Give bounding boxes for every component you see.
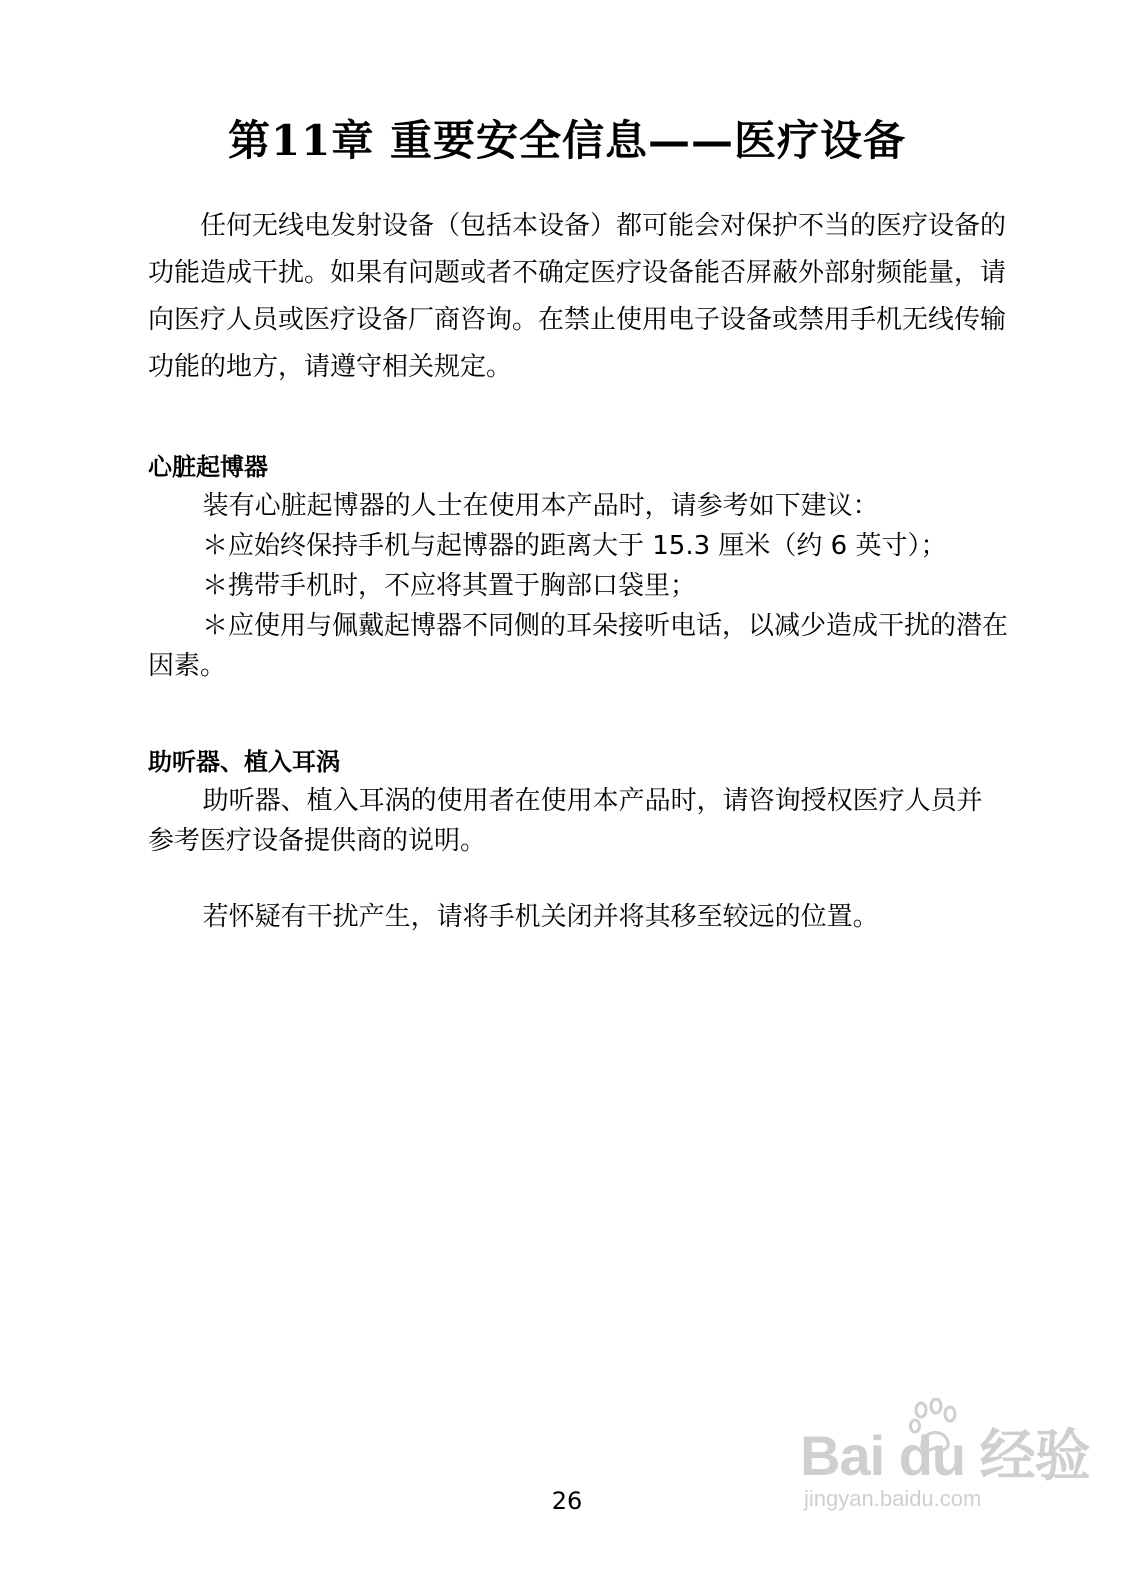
- pacemaker-lead: 装有心脏起博器的人士在使用本产品时，请参考如下建议：: [202, 491, 879, 521]
- pacemaker-heading: 心脏起博器: [148, 453, 268, 481]
- spacer: [148, 861, 1008, 897]
- watermark-url: jingyan.baidu.com: [804, 1486, 982, 1511]
- pacemaker-item-3: ＊应使用与佩戴起博器不同侧的耳朵接听电话，以减少造成干扰的潜在因素。: [148, 611, 1009, 681]
- page-title: 第11章 重要安全信息——医疗设备: [227, 116, 907, 165]
- document-body: [148, 203, 1008, 937]
- hearing-text: 助听器、植入耳涡的使用者在使用本产品时，请咨询授权医疗人员并参考医疗设备提供商的说明。: [148, 786, 983, 856]
- paw-icon: [906, 1398, 962, 1454]
- watermark-brand: Bai du 经验: [800, 1424, 1090, 1487]
- closing-paragraph: 若怀疑有干扰产生，请将手机关闭并将其移至较远的位置。: [202, 902, 879, 932]
- spacer: [148, 686, 1008, 733]
- hearing-heading: 助听器、植入耳涡: [148, 748, 340, 776]
- spacer: [148, 391, 1008, 438]
- page-number: 26: [551, 1487, 583, 1515]
- pacemaker-item-1: ＊应始终保持手机与起博器的距离大于 15.3 厘米（约 6 英寸）；: [202, 531, 947, 561]
- pacemaker-item-2: ＊携带手机时，不应将其置于胸部口袋里；: [202, 571, 697, 601]
- intro-paragraph: 任何无线电发射设备（包括本设备）都可能会对保护不当的医疗设备的功能造成干扰。如果有问题或者不确定医疗设备能否屏蔽外部射频能量，请向医疗人员或医疗设备厂商咨询。在禁止使用电子设备或禁用手机无线传输功能的地方，请遵守相关规定。: [148, 211, 1007, 382]
